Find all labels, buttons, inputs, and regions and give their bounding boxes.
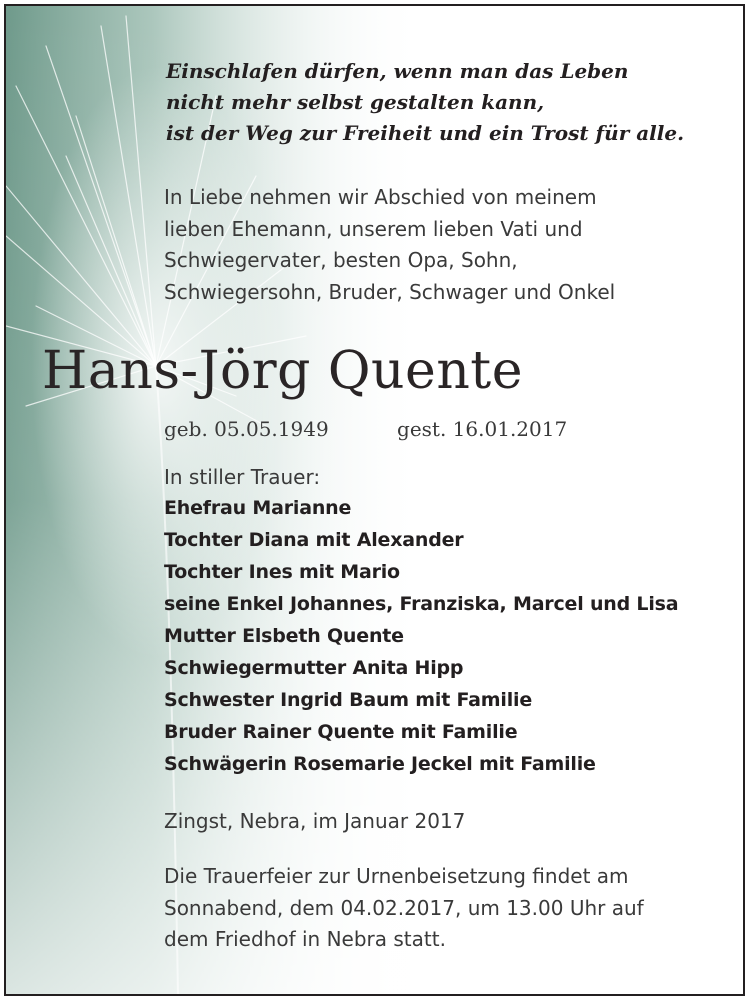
intro-line: In Liebe nehmen wir Abschied von meinem (164, 185, 597, 209)
mourner-item: Mutter Elsbeth Quente (164, 625, 404, 647)
farewell-intro (164, 182, 615, 308)
mourner-item: Schwiegermutter Anita Hipp (164, 657, 464, 679)
mourner-item: Tochter Ines mit Mario (164, 561, 400, 583)
notice-content (6, 6, 743, 994)
mourner-item: seine Enkel Johannes, Franziska, Marcel und Lisa (164, 593, 679, 615)
motto-line: ist der Weg zur Freiheit und ein Trost für alle. (166, 121, 685, 145)
motto-line: nicht mehr selbst gestalten kann, (166, 90, 545, 114)
funeral-line: Die Trauerfeier zur Urnenbeisetzung findet am (164, 864, 629, 888)
motto-line: Einschlafen dürfen, wenn man das Leben (166, 59, 629, 83)
mourner-item: Tochter Diana mit Alexander (164, 529, 464, 551)
funeral-line: Sonnabend, dem 04.02.2017, um 13.00 Uhr auf (164, 895, 644, 920)
death-date: gest. 16.01.2017 (397, 417, 568, 441)
mourner-item: Ehefrau Marianne (164, 497, 352, 519)
intro-line: Schwiegervater, besten Opa, Sohn, (164, 248, 518, 272)
mourners-list (164, 492, 678, 780)
mourners-heading: In stiller Trauer: (164, 465, 321, 489)
mourner-item: Schwester Ingrid Baum mit Familie (164, 689, 533, 711)
mourner-item: Schwägerin Rosemarie Jeckel mit Familie (164, 753, 596, 775)
intro-line: lieben Ehemann, unserem lieben Vati und (164, 216, 583, 241)
life-dates (164, 414, 567, 444)
birth-date: geb. 05.05.1949 (164, 417, 329, 441)
funeral-line: dem Friedhof in Nebra statt. (164, 927, 446, 951)
deceased-name: Hans-Jörg Quente (42, 341, 523, 401)
funeral-info (164, 861, 644, 956)
place-and-date: Zingst, Nebra, im Januar 2017 (164, 809, 466, 833)
intro-line: Schwiegersohn, Bruder, Schwager und Onkel (164, 279, 616, 304)
obituary-notice (4, 4, 745, 996)
mourner-item: Bruder Rainer Quente mit Familie (164, 721, 518, 743)
motto-quote (166, 56, 684, 149)
